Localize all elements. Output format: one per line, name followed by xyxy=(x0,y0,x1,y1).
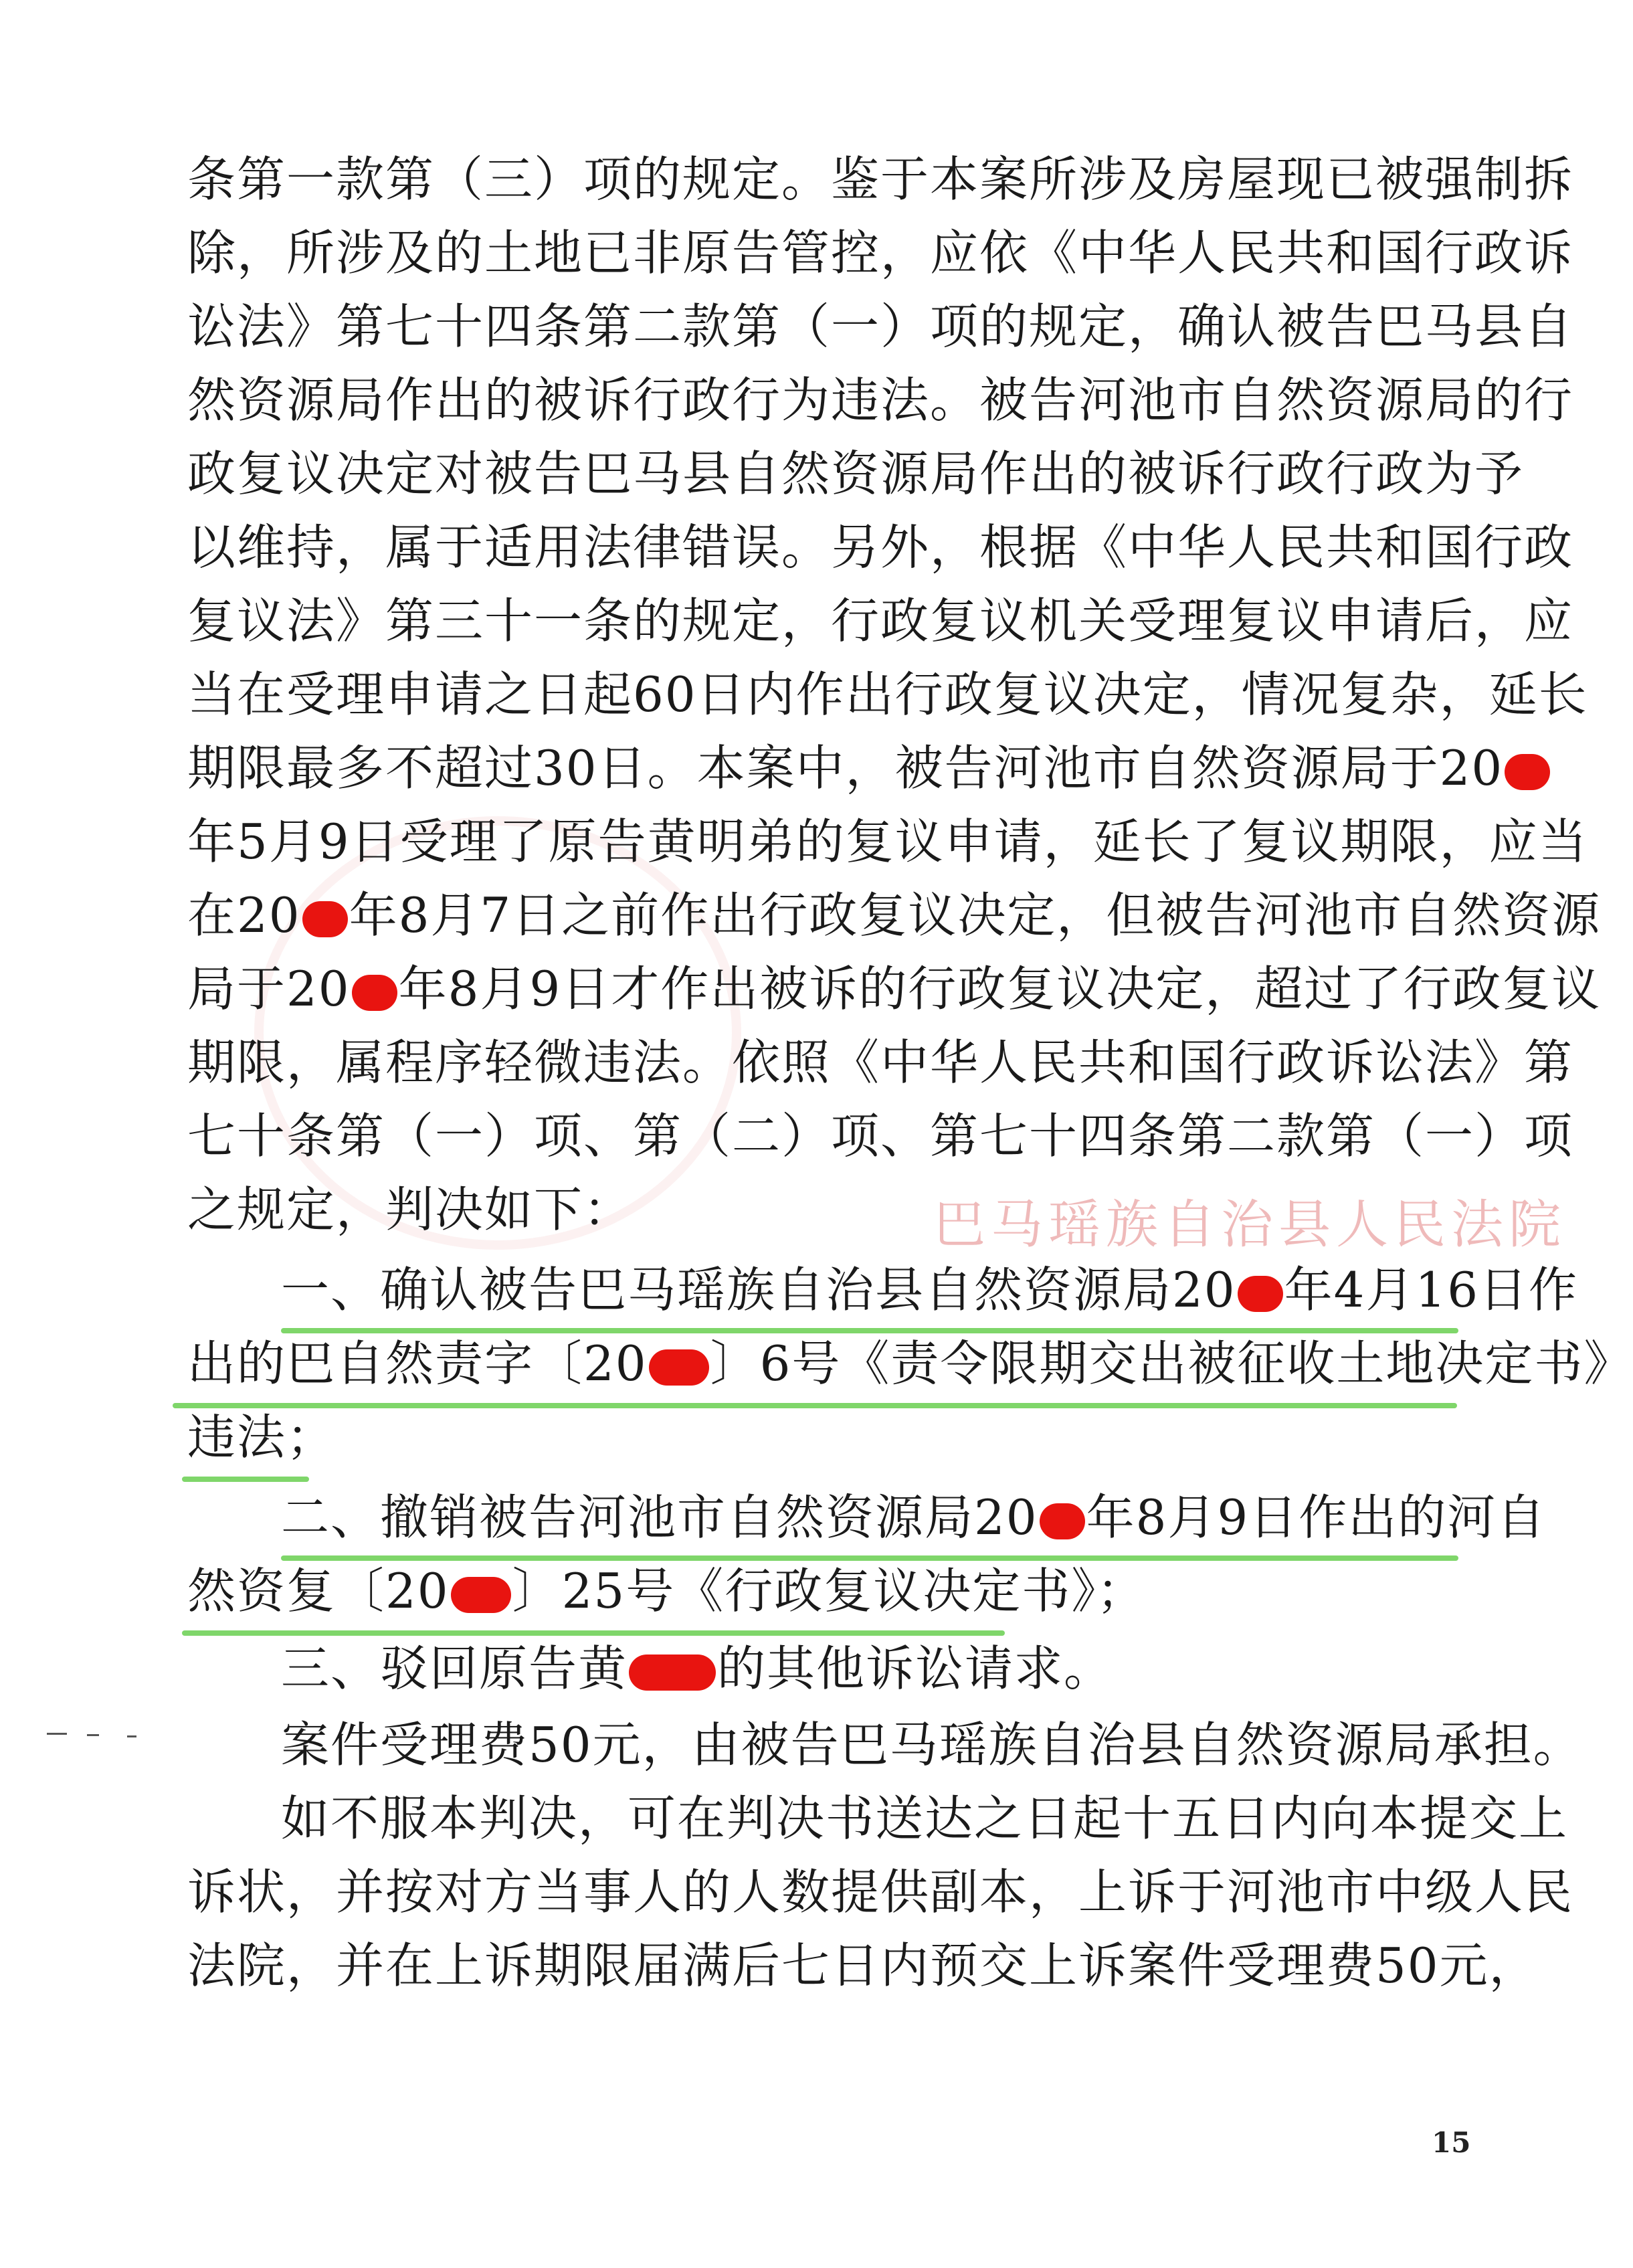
text-line-10: 年5月9日受理了原告黄明弟的复议申请，延长了复议期限，应当 xyxy=(187,814,1588,870)
judgment-item-3: 三、驳回原告黄 的其他诉讼请求。 xyxy=(281,1640,1114,1697)
text-line-3: 讼法》第七十四条第二款第（一）项的规定，确认被告巴马县自 xyxy=(187,298,1574,355)
judgment-item-1-line-2: 出的巴自然责字〔20 〕6号《责令限期交出被征收土地决定书》 xyxy=(187,1335,1633,1392)
judgment-item-1-line-1: 一、确认被告巴马瑶族自治县自然资源局20 年4月16日作 xyxy=(281,1262,1579,1318)
text-line-9: 期限最多不超过30日。本案中，被告河池市自然资源局于20 xyxy=(187,731,1445,806)
redaction-mark xyxy=(1040,1503,1085,1539)
appeal-line-1: 如不服本判决，可在判决书送达之日起十五日内向本提交上 xyxy=(281,1790,1569,1847)
redaction-mark xyxy=(629,1655,716,1691)
text-line-8: 当在受理申请之日起60日内作出行政复议决定，情况复杂，延长 xyxy=(187,666,1588,723)
scan-speck xyxy=(47,1733,67,1735)
redaction-mark xyxy=(451,1577,511,1613)
redaction-mark xyxy=(352,975,397,1011)
text-line-5: 政复议决定对被告巴马县自然资源局作出的被诉行政行政为予 xyxy=(187,446,1525,502)
appeal-line-3: 法院，并在上诉期限届满后七日内预交上诉案件受理费50元， xyxy=(187,1938,1539,1994)
court-fee-line: 案件受理费50元，由被告巴马瑶族自治县自然资源局承担。 xyxy=(281,1717,1583,1773)
scan-speck xyxy=(127,1735,136,1737)
text-line-12: 局于20 年8月9日才作出被诉的行政复议决定，超过了行政复议 xyxy=(187,961,1602,1017)
text-line-11: 在20 年8月7日之前作出行政复议决定，但被告河池市自然资源 xyxy=(187,887,1602,943)
judgment-item-1-line-3: 违法； xyxy=(187,1409,337,1465)
appeal-line-2: 诉状，并按对方当事人的人数提供副本，上诉于河池市中级人民 xyxy=(187,1864,1574,1920)
text-line-1: 条第一款第（三）项的规定。鉴于本案所涉及房屋现已被强制拆 xyxy=(187,151,1574,207)
redaction-mark xyxy=(1505,754,1550,790)
text-line-6: 以维持，属于适用法律错误。另外，根据《中华人民共和国行政 xyxy=(187,519,1574,575)
text-line-4: 然资源局作出的被诉行政行为违法。被告河池市自然资源局的行 xyxy=(187,372,1574,428)
court-stamp-fragment: 巴马瑶族自治县人民法院 xyxy=(933,1195,1567,1255)
page-number: 15 xyxy=(1432,2126,1471,2159)
judgment-item-2-line-1: 二、撤销被告河池市自然资源局20 年8月9日作出的河自 xyxy=(281,1489,1547,1545)
text-line-13: 期限，属程序轻微违法。依照《中华人民共和国行政诉讼法》第 xyxy=(187,1034,1574,1091)
redaction-mark xyxy=(1238,1276,1283,1312)
text-line-15: 之规定，判决如下： xyxy=(187,1182,634,1238)
redaction-mark xyxy=(302,901,348,937)
redaction-mark xyxy=(649,1349,709,1386)
text-line-7: 复议法》第三十一条的规定，行政复议机关受理复议申请后，应 xyxy=(187,593,1574,649)
text-line-14: 七十条第（一）项、第（二）项、第七十四条第二款第（一）项 xyxy=(187,1108,1574,1164)
text-line-2: 除，所涉及的土地已非原告管控，应依《中华人民共和国行政诉 xyxy=(187,225,1574,281)
scan-speck xyxy=(87,1734,99,1736)
judgment-item-2-line-2: 然资复〔20 〕25号《行政复议决定书》； xyxy=(187,1563,1147,1619)
